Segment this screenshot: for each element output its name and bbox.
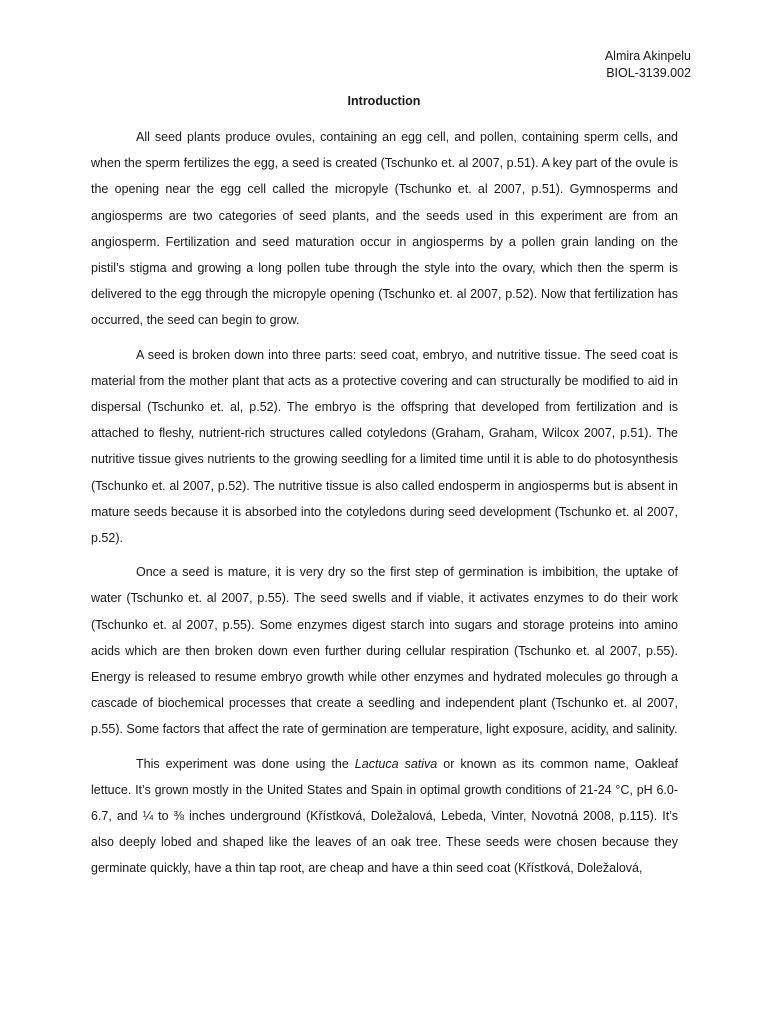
header-block — [605, 48, 691, 82]
paragraph-3: Once a seed is mature, it is very dry so the first step of germination is imbibition, the uptake of water (Tschunko et. al 2007, p.55). The seed swells and if viable, it activates enzymes to do their work (Tschunko et. al 2007, p.55). Some enzymes digest starch into sugars and storage proteins into amino acids which are then broken down even further during cellular respiration (Tschunko et. al 2007, p.55). Energy is released to resume embryo growth while other enzymes and hydrated molecules go through a cascade of biochemical processes that create a seedling and independent plant (Tschunko et. al 2007, p.55). Some factors that affect the rate of germination are temperature, light exposure, acidity, and salinity. — [91, 565, 678, 737]
author-name: Almira Akinpelu — [604, 49, 691, 63]
paragraph-4-text-after: or known as its common name, Oakleaf lettuce. It’s grown mostly in the United States and Spain in optimal growth conditions of 21-24 °C, pH 6.0-6.7, and ¼ to ⅜ inches underground (Křístková, Doležalová, Lebeda, Vinter, Novotná 2008, p.115). It’s also deeply lobed and shaped like the leaves of an oak tree. These seeds were chosen because they germinate quickly, have a thin tap root, are cheap and have a thin seed coat (Křístková, Doležalová, — [91, 756, 678, 876]
course-code: BIOL-3139.002 — [606, 66, 691, 80]
paragraph-4 — [91, 751, 678, 882]
paragraph-4-text-before: This experiment was done using the — [136, 756, 355, 771]
body-text — [91, 124, 678, 890]
species-name: Lactuca sativa — [354, 756, 438, 771]
paragraph-1: All seed plants produce ovules, containing an egg cell, and pollen, containing sperm cells, and when the sperm fertilizes the egg, a seed is created (Tschunko et. al 2007, p.51). A key part of the ovule is the opening near the egg cell called the micropyle (Tschunko et. al 2007, p.51). Gymnosperms and angiosperms are two categories of seed plants, and the seeds used in this experiment are from an angiosperm. Fertilization and seed maturation occur in angiosperms by a pollen grain landing on the pistil’s stigma and growing a long pollen tube through the style into the ovary, which then the sperm is delivered to the egg through the micropyle opening (Tschunko et. al 2007, p.52). Now that fertilization has occurred, the seed can begin to grow. — [91, 130, 678, 328]
section-title: Introduction — [347, 94, 421, 108]
paragraph-2: A seed is broken down into three parts: seed coat, embryo, and nutritive tissue. The seed coat is material from the mother plant that acts as a protective covering and can structurally be modified to aid in dispersal (Tschunko et. al, p.52). The embryo is the offspring that developed from fertilization and is attached to fleshy, nutrient-rich structures called cotyledons (Graham, Graham, Wilcox 2007, p.51). The nutritive tissue gives nutrients to the growing seedling for a limited time until it is able to do photosynthesis (Tschunko et. al 2007, p.52). The nutritive tissue is also called endosperm in angiosperms but is absent in mature seeds because it is absorbed into the cotyledons during seed development (Tschunko et. al 2007, p.52). — [91, 347, 678, 546]
